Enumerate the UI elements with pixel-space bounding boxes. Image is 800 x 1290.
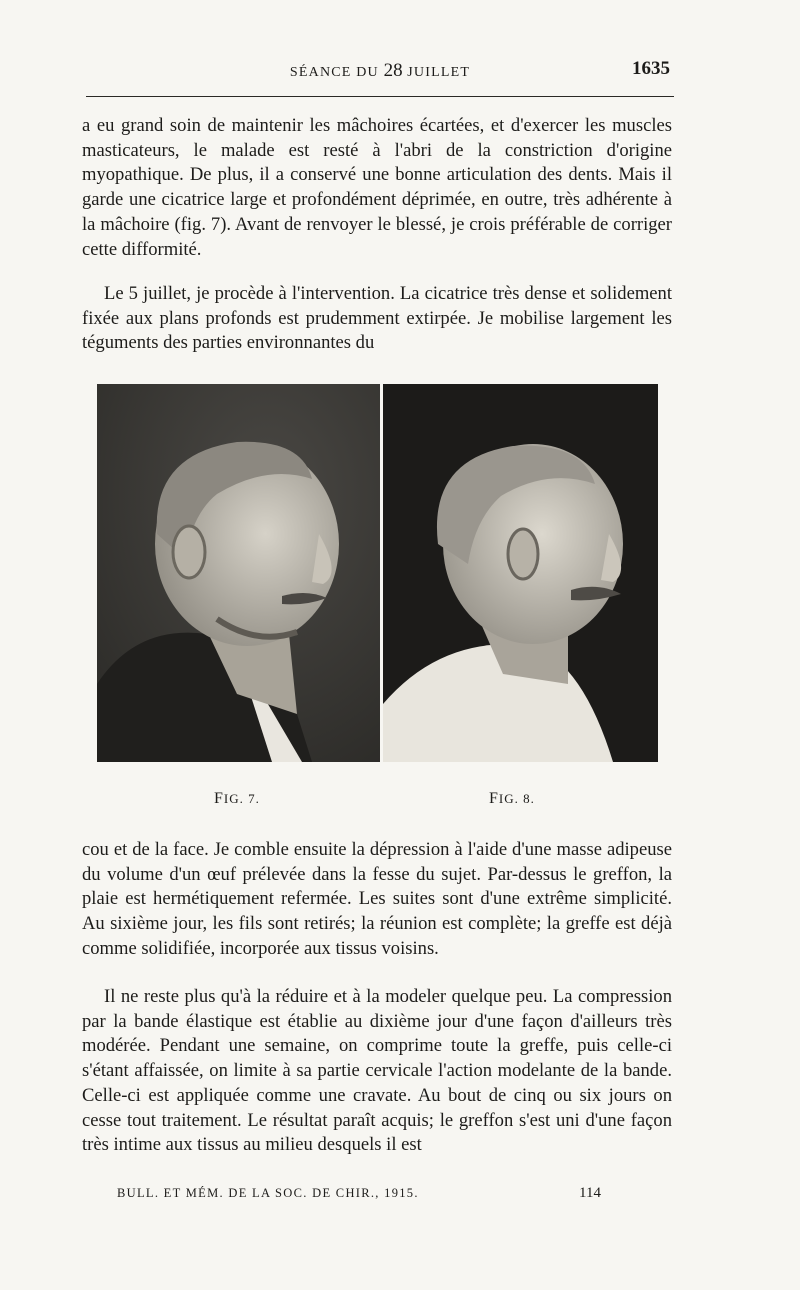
figure-7-caption-prefix: F: [214, 790, 224, 807]
figure-8-caption-prefix: F: [489, 790, 499, 807]
signature-mark: 114: [579, 1185, 601, 1201]
figure-8-caption-suffix: . 8.: [514, 791, 535, 806]
header-title-post: JUILLET: [402, 65, 471, 80]
header-title-number: 28: [383, 60, 403, 81]
figure-7-caption-smallcaps: IG: [223, 791, 240, 806]
portrait-left-image: [97, 384, 380, 762]
page-number: 1635: [632, 58, 670, 79]
paragraph-3: cou et de la face. Je comble ensuite la dépression à l'aide d'une masse adipeuse du volume d'un œuf prélevée dans la fesse du sujet. Par-dessus le greffon, la plaie est hermétiquement refermée. Les suites sont d'une extrême simplicité. Au sixième jour, les fils sont retirés; la réunion est complète; la greffe est déjà comme solidifiée, incorporée aux tissus voisins.: [82, 839, 672, 959]
header-title-pre: SÉANCE DU: [289, 65, 384, 80]
page-footer: [117, 1186, 637, 1206]
portrait-right-image: [383, 384, 658, 762]
paragraph-4: Il ne reste plus qu'à la réduire et à la modeler quelque peu. La compression par la bande élastique est établie au dixième jour d'une façon d'ailleurs très modérée. Pendant une semaine, on comprime toute la greffe, puis celle-ci s'étant affaissée, on limite à sa partie cervicale l'action modelante de la bande. Celle-ci est appliquée comme une cravate. Au bout de cinq ou six jours on cesse tout traitement. Le résultat paraît acquis; le greffon s'est uni d'une façon très intime aux tissus au milieu desquels il est: [82, 986, 672, 1156]
header-rule: [86, 96, 674, 97]
figure-8-caption: [489, 790, 535, 808]
figure-7-caption-suffix: . 7.: [239, 791, 260, 806]
running-header: [86, 58, 674, 82]
figure-7-caption: [214, 790, 260, 808]
header-title: [86, 60, 674, 82]
figure-8-photo: [383, 384, 658, 762]
figure-7-photo: [97, 384, 380, 762]
paragraph-2: Le 5 juillet, je procède à l'intervention. La cicatrice très dense et solidement fixée aux plans profonds est prudemment extirpée. Je mobilise largement les téguments des parties environnantes du: [82, 283, 672, 354]
figure-8-caption-smallcaps: IG: [498, 791, 515, 806]
paragraph-1: a eu grand soin de maintenir les mâchoires écartées, et d'exercer les muscles masticateurs, le malade est resté à l'abri de la constriction d'origine myopathique. De plus, il a conservé une bonne articulation des dents. Mais il garde une cicatrice large et profondément déprimée, en outre, très adhérente à la mâchoire (fig. 7). Avant de renvoyer le blessé, je crois préférable de corriger cette difformité.: [82, 115, 672, 260]
footer-citation: BULL. ET MÉM. DE LA SOC. DE CHIR., 1915.: [117, 1186, 419, 1200]
